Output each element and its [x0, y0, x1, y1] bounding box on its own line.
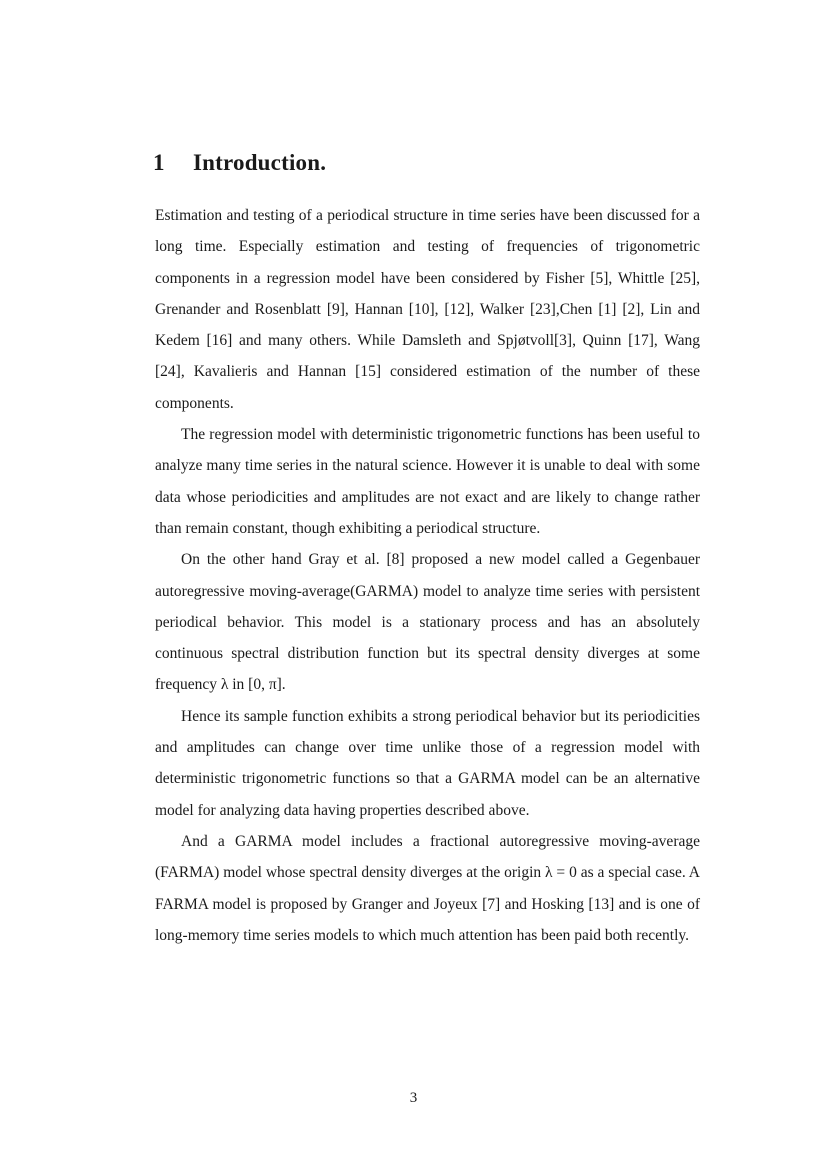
paragraph: And a GARMA model includes a fractional autoregressive moving-average (FARMA) model whose spectral density diverges at the origin λ = 0 as a special case. A FARMA model is proposed by Granger and Joyeux [7] and Hosking [13] and is one of long-memory time series models to which much attention has been paid both recently. — [155, 832, 700, 944]
paragraph: On the other hand Gray et al. [8] proposed a new model called a Gegenbauer autoregressive moving-average(GARMA) model to analyze time series with persistent periodical behavior. This model is a stationary process and has an absolutely continuous spectral distribution function but its spectral density diverges at some frequency λ in [0, π]. — [155, 551, 700, 694]
paragraph: Estimation and testing of a periodical structure in time series have been discussed for a long time. Especially estimation and testing of frequencies of trigonometric components in a regression model have been considered by Fisher [5], Whittle [25], Grenander and Rosenblatt [9], Hannan [10], [12], Walker [23],Chen [1] [2], Lin and Kedem [16] and many others. While Damsleth and Spjøtvoll[3], Quinn [17], Wang [24], Kavalieris and Hannan [15] considered estimation of the number of these components. — [155, 207, 700, 412]
paragraph: The regression model with deterministic trigonometric functions has been useful to analyze many time series in the natural science. However it is unable to deal with some data whose periodicities and amplitudes are not exact and are likely to change rather than remain constant, though exhibiting a periodical structure. — [155, 426, 700, 537]
paragraph: Hence its sample function exhibits a strong periodical behavior but its periodicities and amplitudes can change over time unlike those of a regression model with deterministic trigonometric functions so that a GARMA model can be an alternative model for analyzing data having properties described above. — [155, 707, 700, 819]
section-heading — [153, 150, 326, 176]
page-number: 3 — [409, 1090, 418, 1106]
section-number: 1 — [153, 150, 165, 175]
body-text — [155, 200, 700, 951]
section-title: Introduction. — [193, 150, 327, 175]
